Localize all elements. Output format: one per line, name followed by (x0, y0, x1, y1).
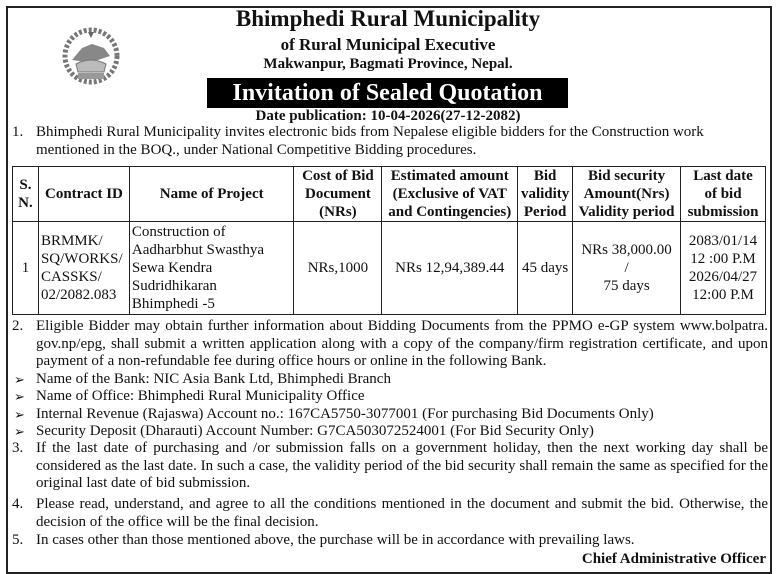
arrow-bullet-icon: ➢ (14, 424, 25, 439)
paragraph-text: Bhimphedi Rural Municipality invites electronic bids from Nepalese eligible bidders for the Construction work mentioned in the BOQ., under National Competitive Bidding procedures. (36, 124, 704, 158)
paragraph-number: 1. (12, 124, 24, 140)
cell-validity: 45 days (518, 222, 573, 315)
header-last-date: Last date of bid submission (681, 167, 766, 222)
address: Makwanpur, Bagmati Province, Nepal. (263, 56, 513, 72)
arrow-bullet-icon: ➢ (14, 371, 25, 387)
paragraph-2 (12, 318, 768, 441)
cell-contract-id: BRMMK/ SQ/WORKS/ CASSKS/ 02/2082.083 (38, 222, 129, 315)
paragraph-1 (12, 124, 768, 159)
list-item: ➢ Security Deposit (Dharauti) Account Number: G7CA503072524001 (For Bid Security Only) (14, 423, 594, 439)
table-header-row (13, 167, 766, 222)
bank-details-list (12, 371, 768, 441)
header-contract-id: Contract ID (38, 167, 129, 222)
cell-project-name: Construction of Aadharbhut Swasthya Sewa Kendra Sudridhikaran Bhimphedi -5 (129, 222, 294, 315)
list-item: ➢ Internal Revenue (Rajaswa) Account no.: 167CA5750-3077001 (For purchasing Bid Documents Only) (14, 405, 654, 422)
header-project-name: Name of Project (129, 167, 294, 222)
header-estimated-amount: Estimated amount (Exclusive of VAT and Contingencies) (382, 167, 518, 222)
cell-sn: 1 (13, 222, 39, 315)
cell-estimate: NRs 12,94,389.44 (382, 222, 518, 315)
paragraph-text: Eligible Bidder may obtain further information about Bidding Documents from the PPMO e-GP system www.bolpatra. gov.np/epg, shall submit a written application along with a copy of the company/firm registration certificate, and upon payment of a non-refundable fee during office hours or online in the following Bank. (36, 318, 768, 369)
executive-subtitle: of Rural Municipal Executive (280, 35, 496, 54)
paragraph-number: 5. (12, 532, 24, 548)
bid-table (12, 166, 766, 315)
paragraph-3 (12, 440, 768, 493)
cell-security: NRs 38,000.00 / 75 days (573, 222, 681, 315)
paragraph-number: 4. (12, 496, 24, 512)
date-publication: Date publication: 10-04-2026(27-12-2082) (255, 108, 521, 124)
arrow-bullet-icon: ➢ (14, 406, 25, 422)
paragraph-text: If the last date of purchasing and /or submission falls on a government holiday, then the next working day shall be considered as the last date. In such a case, the validity period of the bid security shall remain the same as specified for the original last date of bid submission. (36, 440, 768, 491)
header-sn: S. N. (13, 167, 39, 222)
paragraph-5 (12, 532, 768, 550)
header-bid-validity: Bid validity Period (518, 167, 573, 222)
list-item: ➢ Name of Office: Bhimphedi Rural Municipality Office (14, 388, 365, 404)
arrow-bullet-icon: ➢ (14, 389, 25, 404)
paragraph-text: Please read, understand, and agree to all the conditions mentioned in the document and submit the bid. Otherwise, the decision of the office will be the final decision. (36, 496, 768, 530)
paragraph-number: 3. (12, 440, 24, 456)
list-item: ➢ Name of the Bank: NIC Asia Bank Ltd, Bhimphedi Branch (14, 370, 391, 387)
municipality-title: Bhimphedi Rural Municipality (235, 6, 541, 31)
signature-title: Chief Administrative Officer (581, 551, 766, 567)
cell-last-date: 2083/01/14 12 :00 P.M 2026/04/27 12:00 P.M (681, 222, 766, 315)
header-bid-security: Bid security Amount(Nrs) Validity period (573, 167, 681, 222)
paragraph-4 (12, 496, 768, 531)
paragraph-text: In cases other than those mentioned above, the purchase will be in accordance with prevailing laws. (36, 532, 635, 548)
table-row (13, 222, 766, 315)
notice-banner: Invitation of Sealed Quotation (207, 78, 568, 108)
cell-cost: NRs,1000 (294, 222, 382, 315)
paragraph-number: 2. (12, 318, 24, 334)
header-cost-of-bid: Cost of Bid Document (NRs) (294, 167, 382, 222)
